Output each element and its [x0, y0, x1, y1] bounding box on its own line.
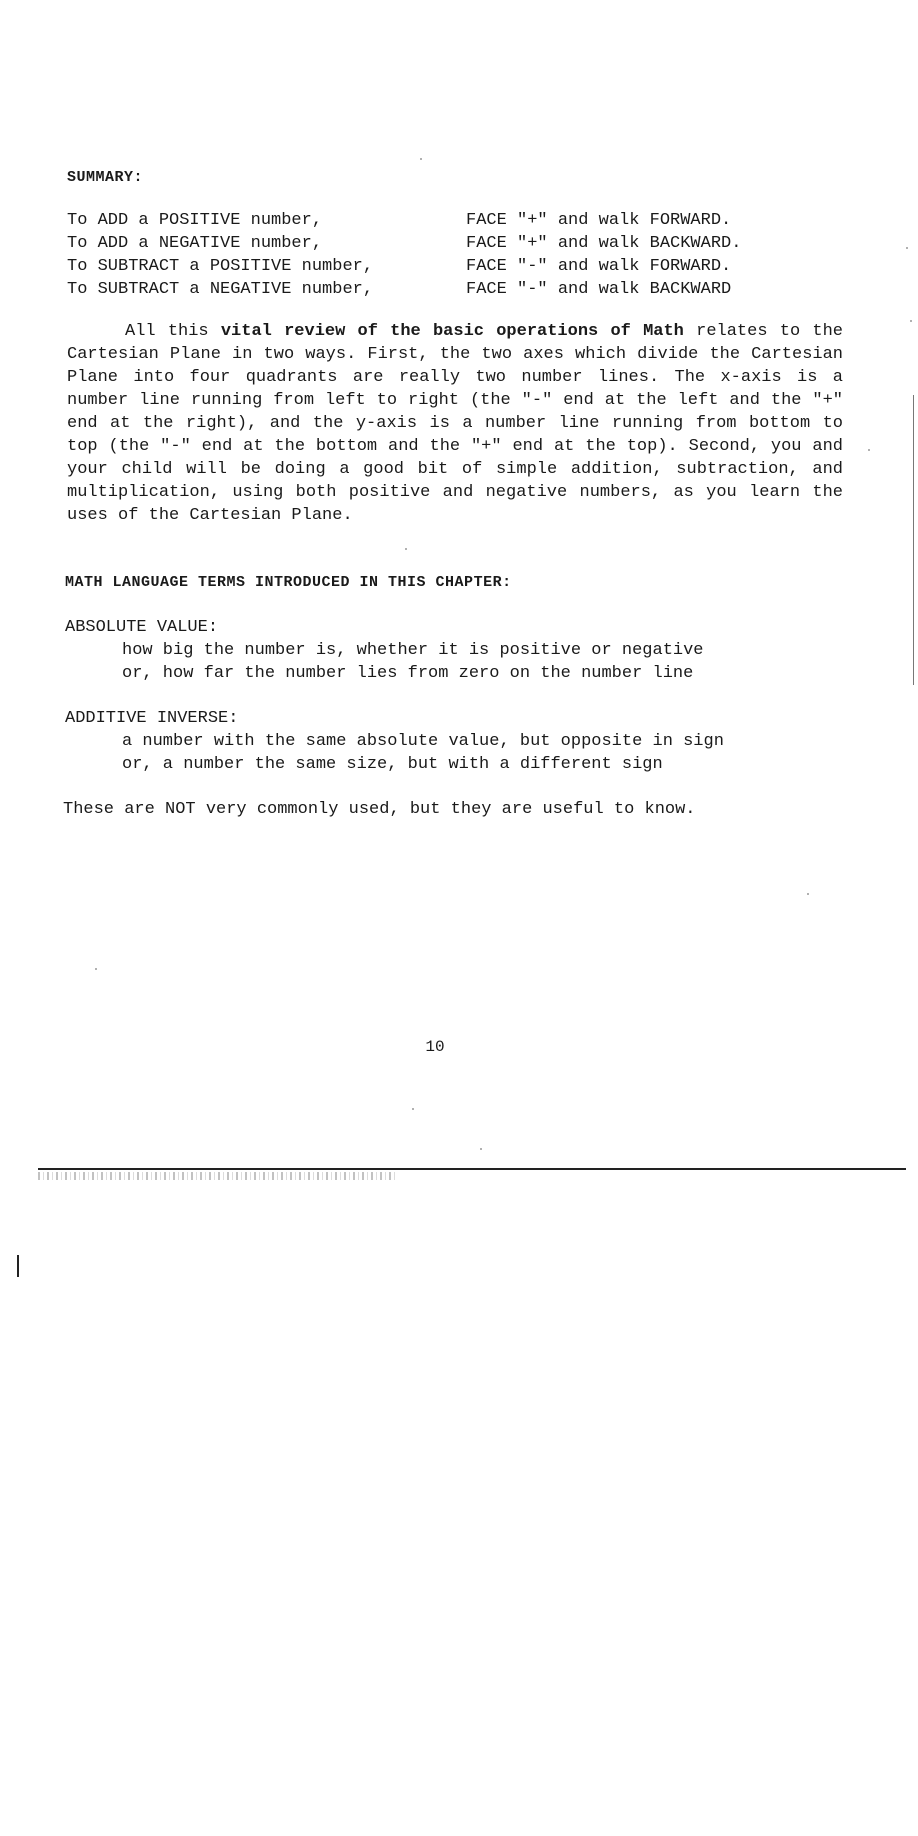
scan-speck [807, 893, 809, 895]
scan-speck [95, 968, 97, 970]
scan-speck [910, 320, 912, 322]
rule-action: To ADD a NEGATIVE number, [67, 234, 323, 253]
rule-instruction: FACE "-" and walk BACKWARD [466, 280, 732, 299]
body-paragraph [67, 320, 843, 527]
scan-edge-line [913, 395, 914, 685]
paragraph-bold-phrase: vital review of the basic operations of Math [220, 322, 684, 341]
term-absolute-value: ABSOLUTE VALUE: [65, 618, 219, 637]
rule-action: To ADD a POSITIVE number, [67, 211, 323, 230]
term-additive-inverse: ADDITIVE INVERSE: [65, 709, 239, 728]
scan-speck [420, 158, 422, 160]
scan-left-mark [17, 1255, 19, 1277]
scan-speck [405, 548, 407, 550]
scan-speck [906, 247, 908, 249]
scan-noise-strip [38, 1172, 398, 1180]
page-number: 10 [425, 1038, 445, 1056]
rule-instruction: FACE "+" and walk FORWARD. [466, 211, 732, 230]
term-definition-line: or, a number the same size, but with a different sign [122, 755, 663, 774]
scan-speck [412, 1108, 414, 1110]
page-bottom-rule [38, 1168, 906, 1170]
scan-speck [868, 449, 870, 451]
scan-speck [480, 1148, 482, 1150]
terms-heading: MATH LANGUAGE TERMS INTRODUCED IN THIS CHAPTER: [65, 574, 512, 591]
rule-instruction: FACE "-" and walk FORWARD. [466, 257, 732, 276]
paragraph-text-rest: relates to the Cartesian Plane in two ways. First, the two axes which divide the Cartesian Plane into four quadrants are really two number lines. The x-axis is a number line running from left to right (the "-" end at the left and the "+" end at the right), and the y-axis is a number line running from bottom to top (the "-" end at the bottom and the "+" end at the top). Second, you and your child will be doing a good bit of simple addition, subtraction, and multiplication, using both positive and negative numbers, as you learn the uses of the Cartesian Plane. [67, 322, 843, 525]
term-definition-line: or, how far the number lies from zero on the number line [122, 664, 694, 683]
summary-heading: SUMMARY: [67, 169, 144, 186]
paragraph-text-start: All this [125, 322, 221, 341]
rule-action: To SUBTRACT a NEGATIVE number, [67, 280, 374, 299]
term-definition-line: how big the number is, whether it is positive or negative [122, 641, 704, 660]
term-definition-line: a number with the same absolute value, but opposite in sign [122, 732, 724, 751]
terms-note: These are NOT very commonly used, but they are useful to know. [63, 800, 696, 819]
rule-action: To SUBTRACT a POSITIVE number, [67, 257, 374, 276]
rule-instruction: FACE "+" and walk BACKWARD. [466, 234, 742, 253]
